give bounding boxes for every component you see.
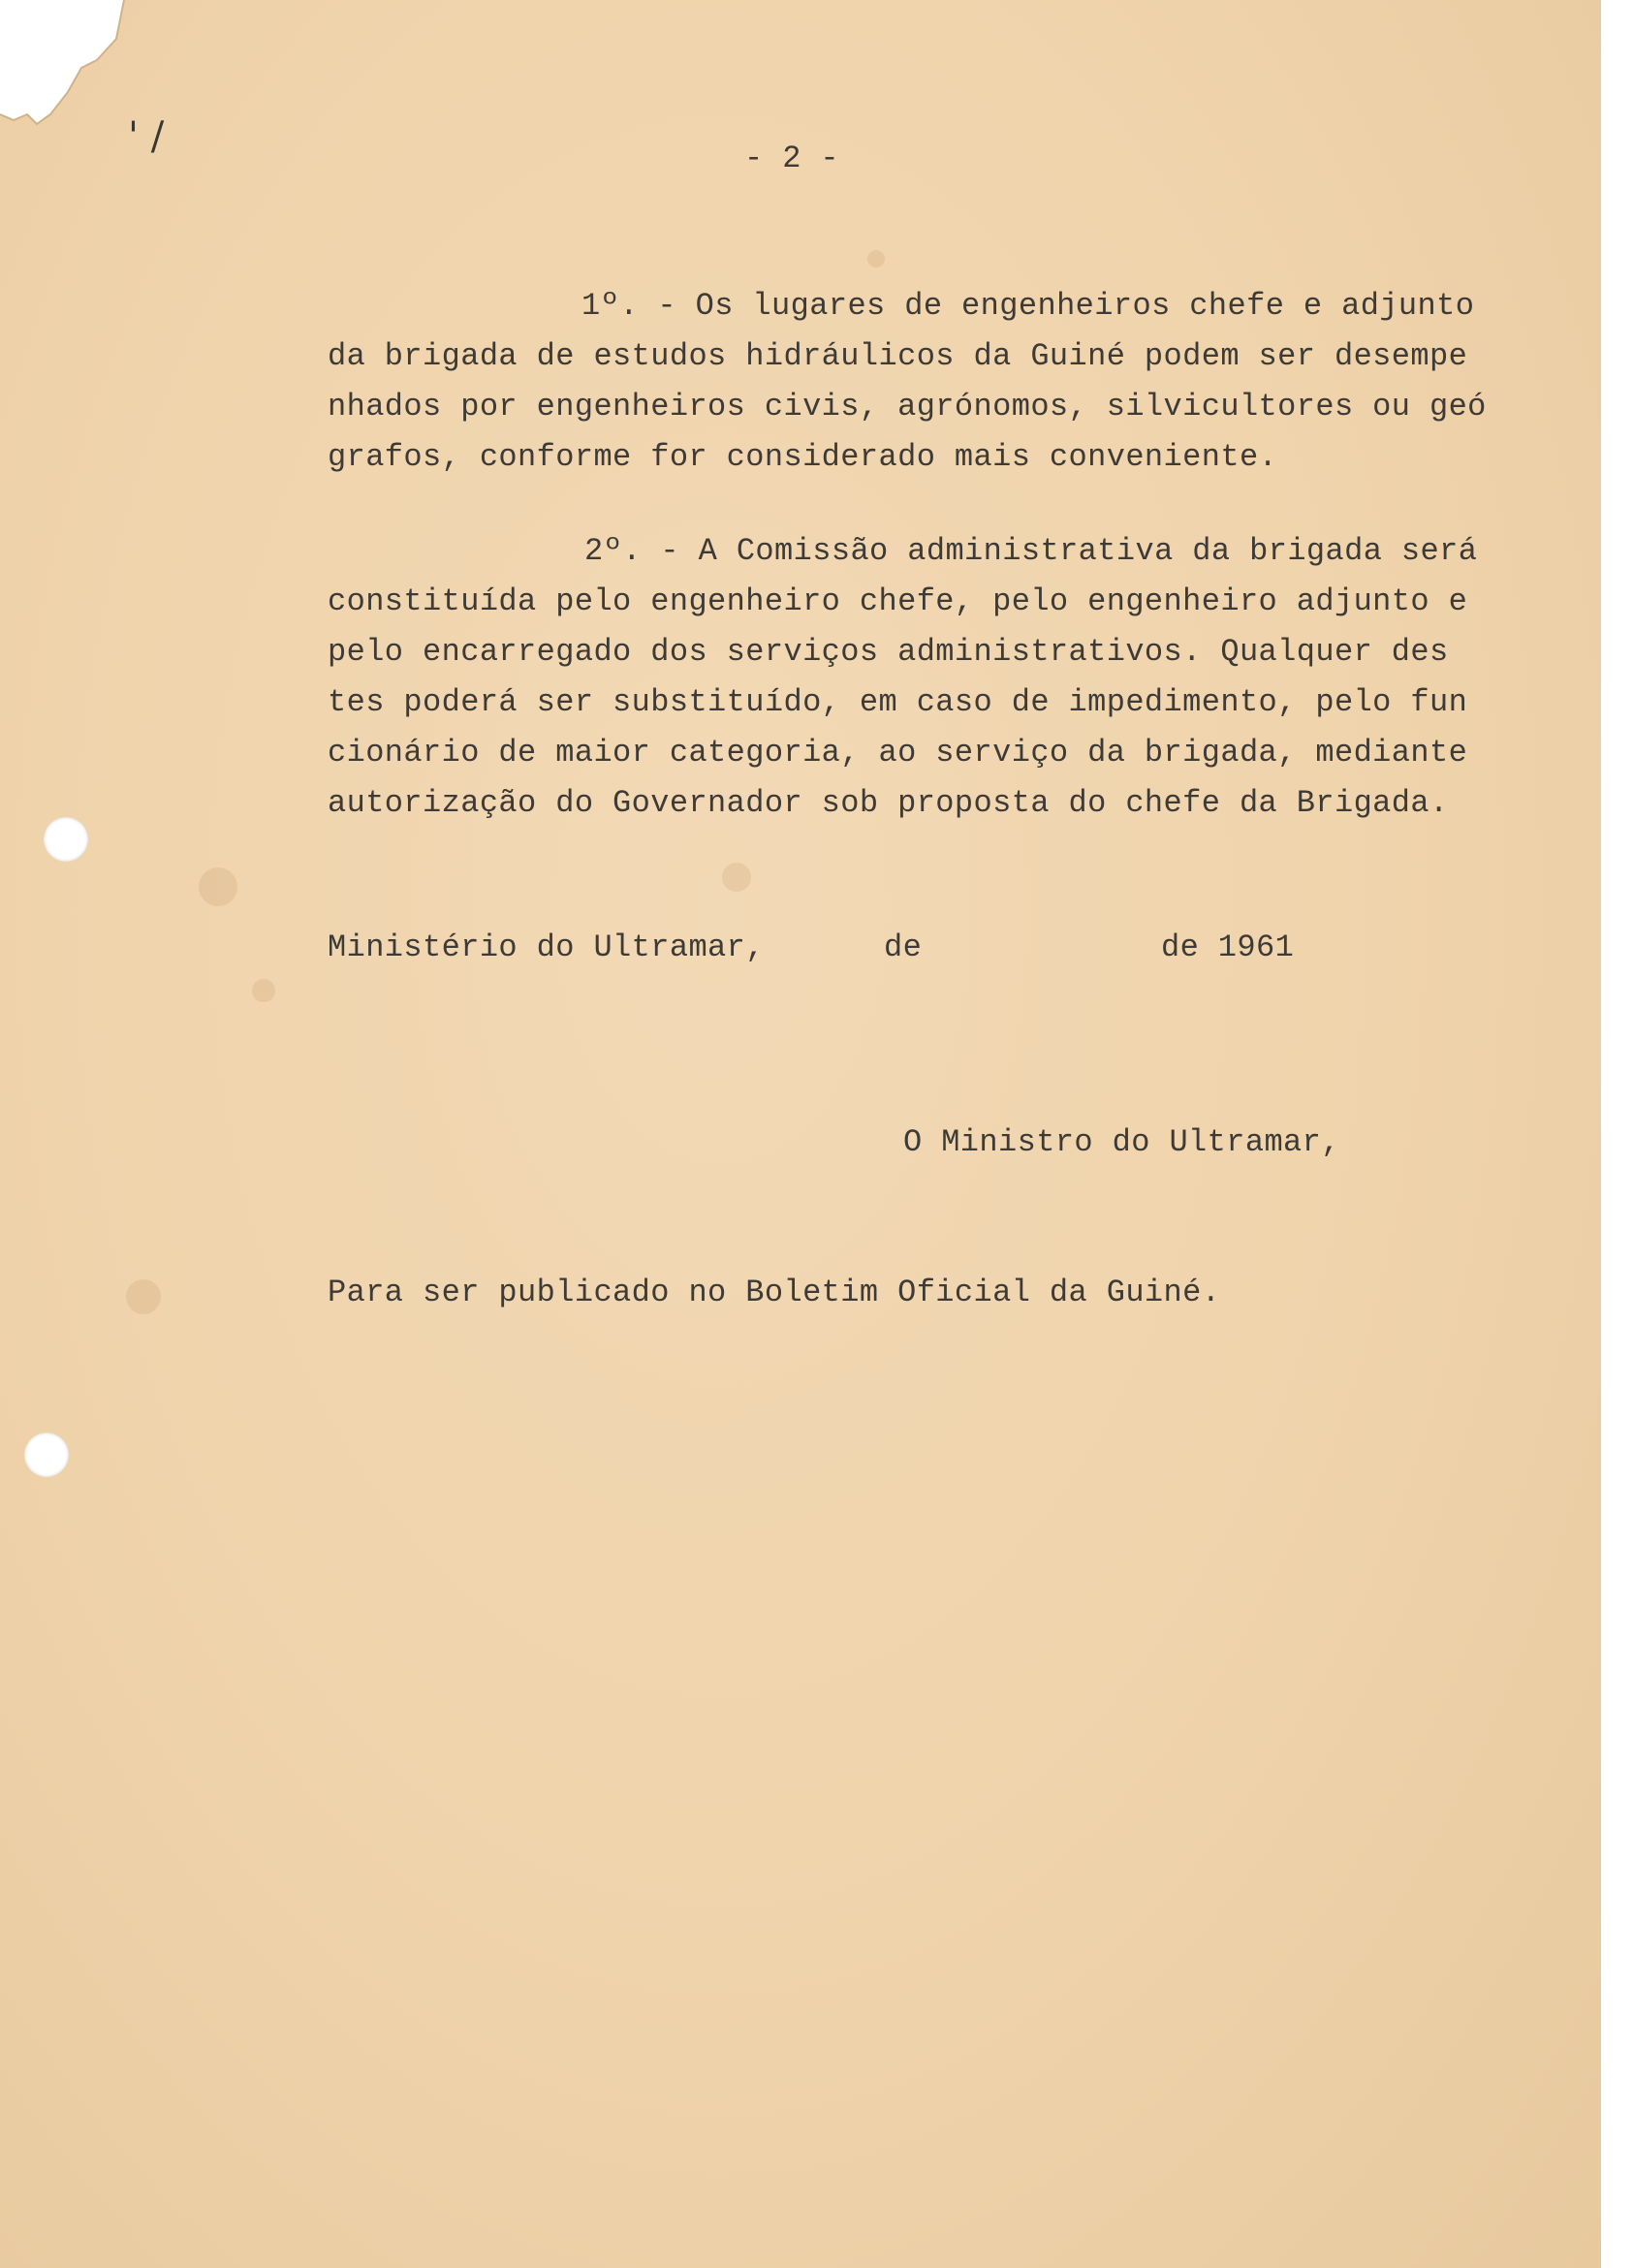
stain bbox=[199, 867, 237, 906]
margin-mark: ' / bbox=[128, 114, 165, 159]
punch-hole bbox=[44, 817, 88, 862]
paragraph-line: constituída pelo engenheiro chefe, pelo engenheiro adjunto e bbox=[328, 583, 1468, 619]
paragraph-line: autorização do Governador sob proposta do chefe da Brigada. bbox=[328, 785, 1449, 821]
paragraph-line: nhados por engenheiros civis, agrónomos, silvicultores ou geó bbox=[328, 389, 1487, 425]
paragraph-line: 2º. - A Comissão administrativa da brigada será bbox=[584, 533, 1478, 569]
stain bbox=[722, 863, 751, 892]
paragraph-line: pelo encarregado dos serviços administrativos. Qualquer des bbox=[328, 634, 1449, 670]
stain bbox=[126, 1279, 161, 1314]
publication-note: Para ser publicado no Boletim Oficial da Guiné. bbox=[328, 1275, 1221, 1310]
paragraph-line: 1º. - Os lugares de engenheiros chefe e adjunto bbox=[581, 288, 1475, 324]
page-number: - 2 - bbox=[744, 141, 840, 176]
dateline-year: de 1961 bbox=[1161, 929, 1295, 965]
dateline-place: Ministério do Ultramar, bbox=[328, 929, 765, 965]
paragraph-line: da brigada de estudos hidráulicos da Guiné podem ser desempe bbox=[328, 338, 1468, 374]
stain bbox=[252, 979, 275, 1002]
signature-title: O Ministro do Ultramar, bbox=[903, 1124, 1340, 1160]
scan-margin bbox=[1601, 0, 1633, 2268]
paragraph-line: tes poderá ser substituído, em caso de impedimento, pelo fun bbox=[328, 684, 1468, 720]
paragraph-line: grafos, conforme for considerado mais conveniente. bbox=[328, 439, 1278, 475]
dateline-day-blank: de bbox=[884, 929, 923, 965]
punch-hole bbox=[24, 1433, 69, 1477]
paragraph-line: cionário de maior categoria, ao serviço da brigada, mediante bbox=[328, 735, 1468, 771]
stain bbox=[867, 250, 885, 268]
